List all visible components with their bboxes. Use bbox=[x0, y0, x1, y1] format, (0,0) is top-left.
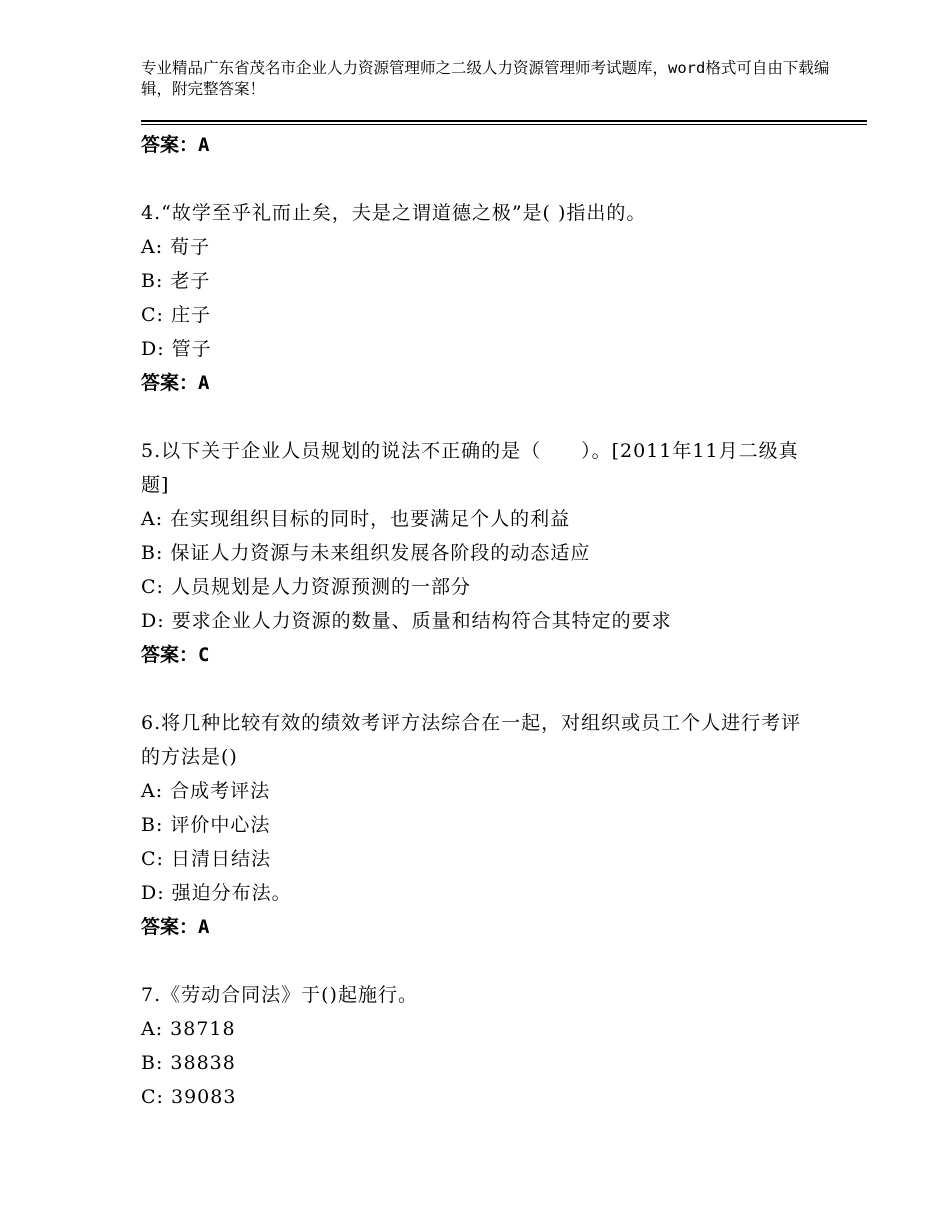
question-5 bbox=[141, 434, 821, 672]
answer-label: 答案：A bbox=[141, 916, 210, 938]
answer-label: 答案：A bbox=[141, 134, 210, 156]
document-header: 专业精品广东省茂名市企业人力资源管理师之二级人力资源管理师考试题库，word格式可自由下载编辑，附完整答案！ bbox=[141, 59, 830, 98]
option-b: B: 保证人力资源与未来组织发展各阶段的动态适应 bbox=[141, 542, 591, 564]
option-a: A: 38718 bbox=[141, 1018, 236, 1040]
option-a: A: 在实现组织目标的同时，也要满足个人的利益 bbox=[141, 508, 571, 530]
answer-label: 答案：A bbox=[141, 372, 210, 394]
option-a: A: 合成考评法 bbox=[141, 780, 271, 802]
question-text: 5.以下关于企业人员规划的说法不正确的是（ ）。[2011年11月二级真题] bbox=[141, 440, 799, 496]
answer-label: 答案：C bbox=[141, 644, 210, 666]
question-text: 4.“故学至乎礼而止矣，夫是之谓道德之极”是( )指出的。 bbox=[141, 202, 647, 224]
option-d: D: 要求企业人力资源的数量、质量和结构符合其特定的要求 bbox=[141, 610, 672, 632]
question-4 bbox=[141, 196, 821, 400]
header-divider bbox=[141, 120, 867, 125]
option-a: A: 荀子 bbox=[141, 236, 211, 258]
option-b: B: 老子 bbox=[141, 270, 211, 292]
option-b: B: 38838 bbox=[141, 1052, 236, 1074]
option-c: C: 人员规划是人力资源预测的一部分 bbox=[141, 576, 471, 598]
question-7 bbox=[141, 978, 821, 1114]
question-text: 6.将几种比较有效的绩效考评方法综合在一起，对组织或员工个人进行考评的方法是() bbox=[141, 712, 802, 768]
option-c: C: 日清日结法 bbox=[141, 848, 271, 870]
option-c: C: 庄子 bbox=[141, 304, 211, 326]
option-d: D: 强迫分布法。 bbox=[141, 882, 292, 904]
option-b: B: 评价中心法 bbox=[141, 814, 271, 836]
question-text: 7.《劳动合同法》于()起施行。 bbox=[141, 984, 418, 1006]
option-d: D: 管子 bbox=[141, 338, 212, 360]
option-c: C: 39083 bbox=[141, 1086, 237, 1108]
question-list bbox=[141, 128, 821, 1114]
question-6 bbox=[141, 706, 821, 944]
